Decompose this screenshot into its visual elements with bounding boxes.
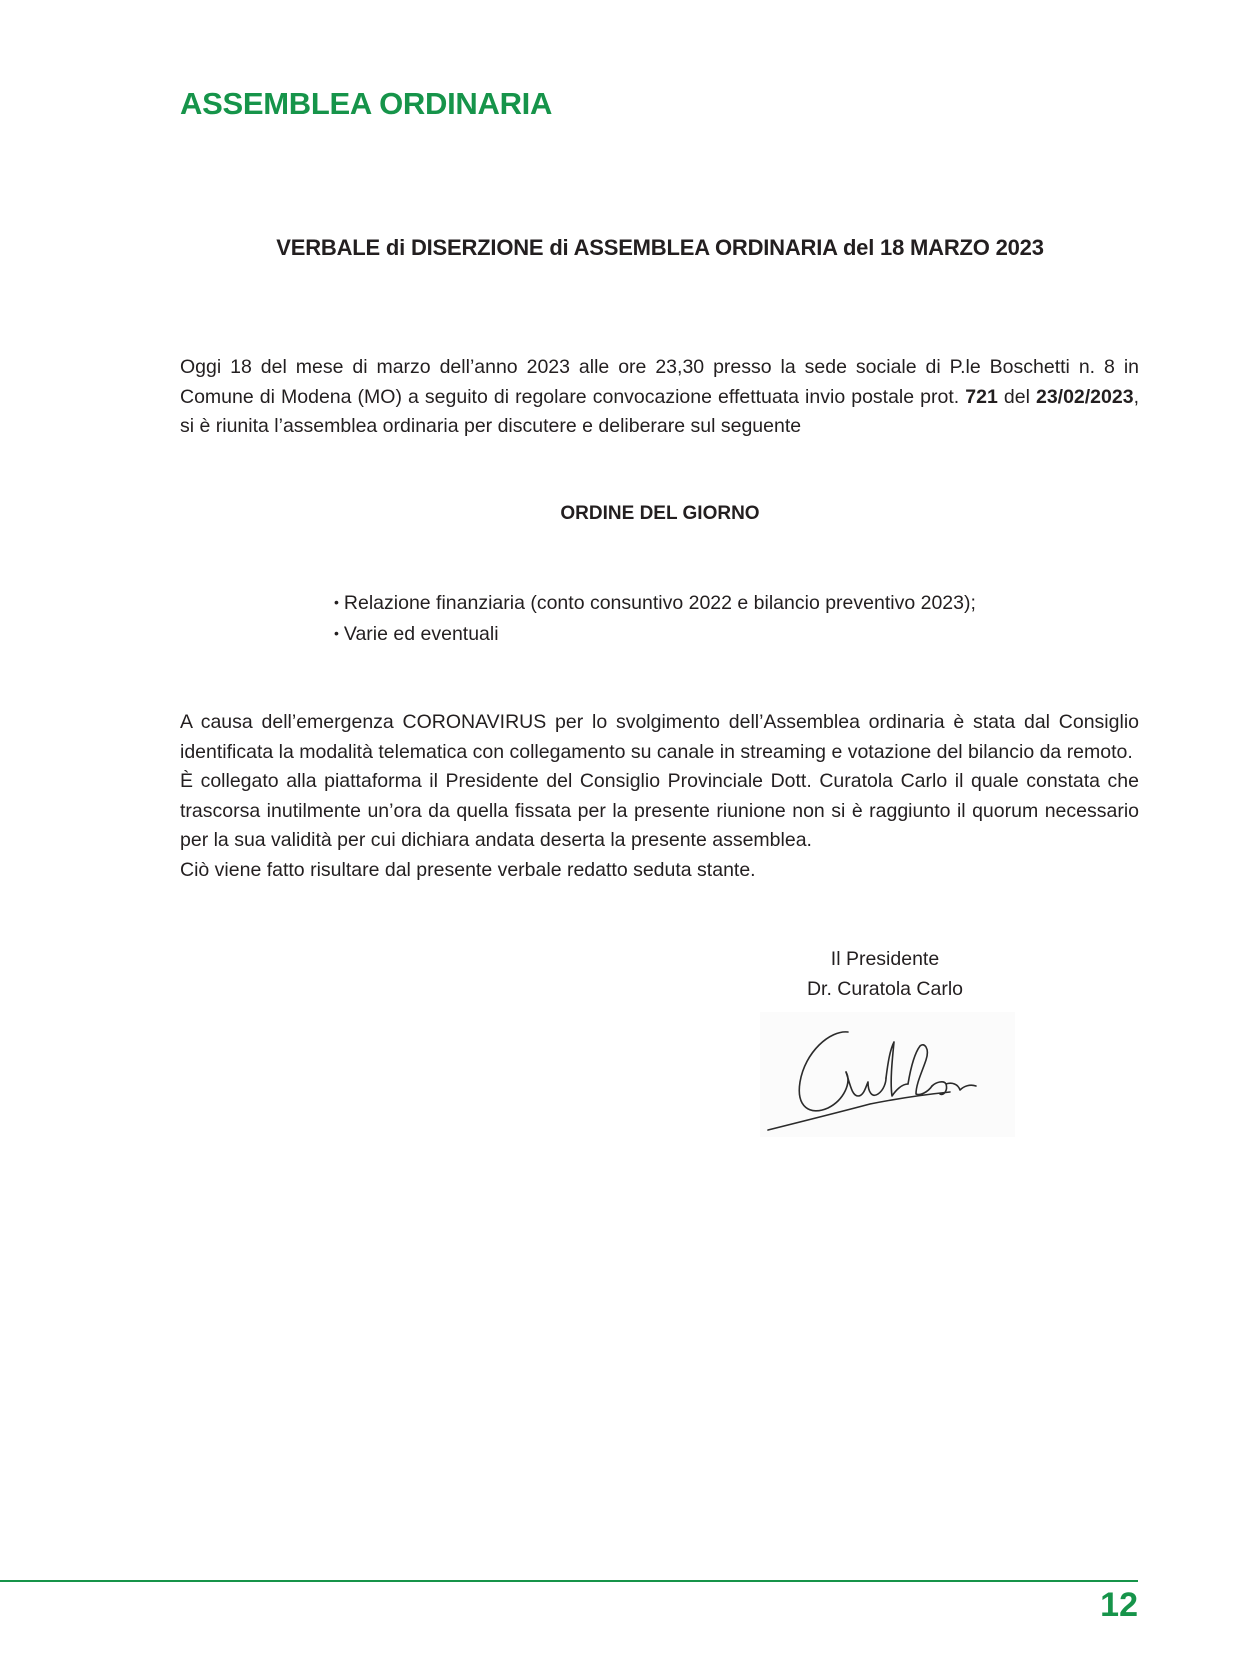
body-text-1: A causa dell’emergenza CORONAVIRUS per lo svolgimento dell’Assemblea ordinaria è stata dal Consiglio identificata la modalità telematica con collegamento su canale in streaming e votazione del bilancio da remoto. (180, 711, 1139, 763)
body-text-2: È collegato alla piattaforma il Presidente del Consiglio Provinciale Dott. Curatola Carlo il quale constata che trascorsa inutilmente un’ora da quella fissata per la presente riunione non si è raggiunto il quorum necessario per la sua validità per cui dichiara andata deserta la presente assemblea. (180, 770, 1139, 851)
agenda-item: • Varie ed eventuali (334, 620, 976, 651)
footer-divider (0, 1580, 1138, 1582)
intro-text-2: del (997, 385, 1036, 408)
intro-text-3: , si è riunita l’assemblea ordinaria per discutere e deliberare sul seguente (180, 385, 1139, 437)
agenda-list (334, 589, 976, 650)
signatory-role: Il Presidente (830, 948, 940, 970)
signature-image (760, 1012, 1015, 1137)
body-paragraph (180, 708, 1139, 885)
signature-block (770, 945, 1000, 1004)
intro-text-1: Oggi 18 del mese di marzo dell’anno 2023 alle ore 23,30 presso la sede sociale di P.le Boschetti n. 8 in Comune di Modena (MO) a seguito di regolare convocazione effettuata invio postale prot. (180, 356, 1139, 408)
agenda-heading: ORDINE DEL GIORNO (560, 503, 760, 524)
body-text-3: Ciò viene fatto risultare dal presente verbale redatto seduta stante. (180, 858, 756, 881)
protocol-date: 23/02/2023 (1035, 385, 1134, 408)
document-title: VERBALE di DISERZIONE di ASSEMBLEA ORDINARIA del 18 MARZO 2023 (276, 235, 1044, 260)
protocol-number: 721 (965, 385, 998, 408)
intro-paragraph (180, 353, 1139, 442)
section-title: ASSEMBLEA ORDINARIA (180, 86, 553, 121)
page-number: 12 (1100, 1586, 1138, 1624)
handwritten-signature (760, 1012, 1015, 1137)
agenda-item: • Relazione finanziaria (conto consuntivo 2022 e bilancio preventivo 2023); (334, 589, 976, 620)
signatory-name: Dr. Curatola Carlo (806, 977, 964, 1000)
